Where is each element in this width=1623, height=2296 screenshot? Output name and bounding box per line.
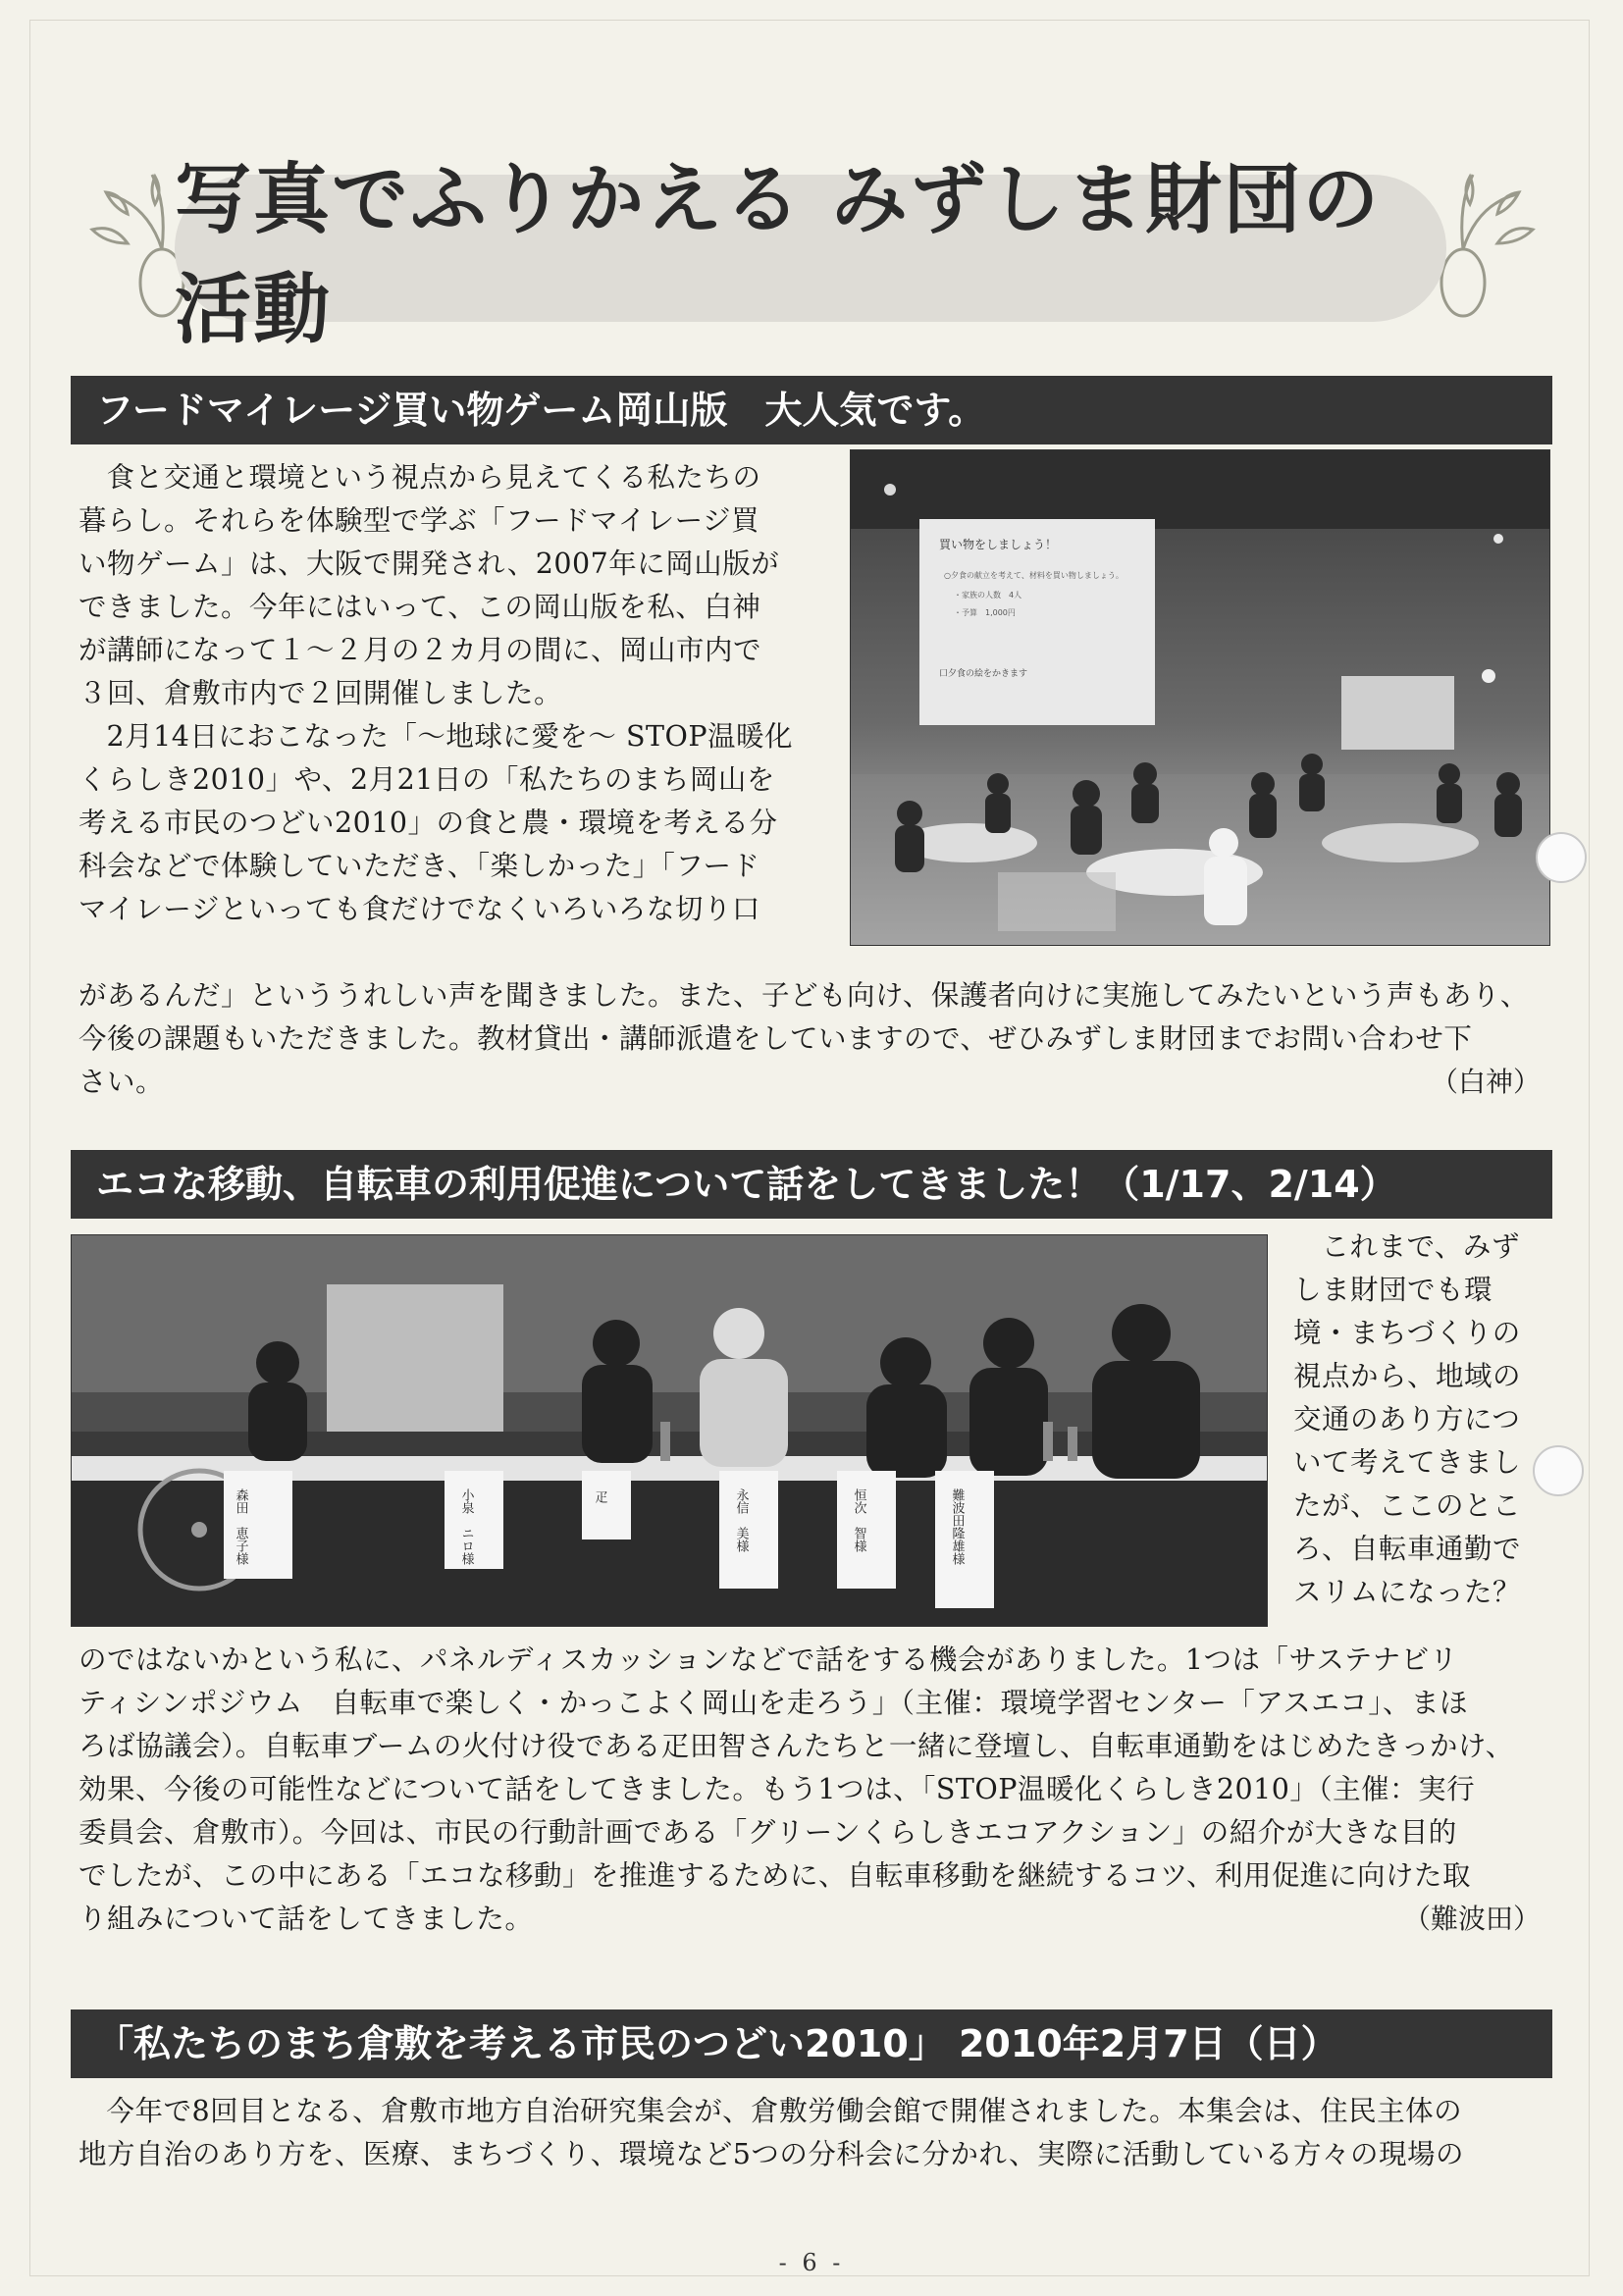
workshop-photo (850, 449, 1550, 946)
screen-line: 口夕食の絵をかきます (939, 669, 1028, 679)
masthead (175, 156, 1446, 354)
text-line: 今年で8回目となる、倉敷市地方自治研究集会が、倉敷労働会館で開催されました。本集会は、住民主体の (106, 2095, 1463, 2127)
text-line: くらしき2010」や、2月21日の「私たちのまち岡山を (79, 763, 775, 796)
text-line: があるんだ」といううれしい声を聞きました。また、子ども向け、保護者向けに実施してみたいという声もあり、 (79, 979, 1529, 1012)
screen-line: ・家族の人数 4人 (954, 591, 1022, 600)
text-line: でしたが、この中にある「エコな移動」を推進するために、自転車移動を継続するコツ、利用促進に向けた取 (79, 1859, 1472, 1892)
text-line: これまで、みず (1321, 1230, 1520, 1263)
section-1-full-text (79, 974, 1550, 1104)
text-line: できました。今年にはいって、この岡山版を私、白神 (79, 591, 761, 623)
nameplate: 永信 美様 (733, 1488, 749, 1552)
screen-title: 買い物をしましょう！ (939, 538, 1058, 551)
text-line: 暮らし。それらを体験型で学ぶ「フードマイレージ買 (79, 504, 760, 537)
author-credit: （難波田） (1402, 1903, 1541, 1935)
text-line: マイレージといっても食だけでなくいろいろな切り口 (79, 893, 760, 925)
nameplate: 恒次 智様 (851, 1488, 866, 1552)
text-line: いて考えてきまし (1293, 1446, 1522, 1479)
text-line: い物ゲーム」は、大阪で開発され、2007年に岡山版が (79, 548, 780, 580)
text-line: たが、ここのとこ (1293, 1489, 1522, 1522)
text-line: ろ、自転車通勤で (1293, 1533, 1522, 1565)
text-line: 地方自治のあり方を、医療、まちづくり、環境など5つの分科会に分かれ、実際に活動している方々の現場の (79, 2138, 1465, 2170)
section-2-full-text (79, 1639, 1550, 1941)
text-line: り組みについて話をしてきました。 (79, 1903, 534, 1935)
nameplate: 難波田隆雄様 (949, 1488, 965, 1565)
text-line: 考える市民のつどい2010」の食と農・環境を考える分 (79, 807, 778, 839)
binder-hole (1536, 832, 1587, 883)
text-line: 交通のあり方につ (1293, 1403, 1521, 1435)
text-line: 効果、今後の可能性などについて話をしてきました。もう1つは、「STOP温暖化くらしき2010」（主催：実行 (79, 1773, 1476, 1805)
text-line: 境・まちづくりの (1293, 1317, 1521, 1349)
text-line: ろば協議会）。自転車ブームの火付け役である疋田智さんたちと一緒に登壇し、自転車通勤をはじめたきっかけ、 (79, 1730, 1514, 1762)
nameplate: 小泉 ニロ様 (458, 1488, 474, 1565)
screen-line: ・予算 1,000円 (954, 608, 1016, 617)
author-credit: （白神） (1430, 1066, 1541, 1098)
page-number: - 6 - (778, 2249, 845, 2276)
nameplate: 疋 (592, 1490, 607, 1503)
text-line: のではないかという私に、パネルディスカッションなどで話をする機会がありました。1つは「サステナビリ (79, 1644, 1458, 1676)
section-heading-citizens-meeting: 「私たちのまち倉敷を考える市民のつどい2010」 2010年2月7日（日） (71, 2009, 1552, 2078)
nameplate: 森田 恵子様 (233, 1488, 248, 1565)
text-line: スリムになった？ (1293, 1576, 1522, 1608)
text-line: が講師になって１～２月の２カ月の間に、岡山市内で (79, 634, 762, 666)
panel-discussion-photo (71, 1234, 1268, 1627)
text-line: ３回、倉敷市内で２回開催しました。 (79, 677, 563, 709)
text-line: 科会などで体験していただき、「楽しかった」「フード (79, 850, 760, 882)
screen-line: ○夕食の献立を考えて、材料を買い物しましょう。 (944, 571, 1124, 580)
section-heading-food-mileage: フードマイレージ買い物ゲーム岡山版 大人気です。 (71, 376, 1552, 444)
section-1-column-text (79, 456, 824, 931)
page-title: 写真でふりかえる みずしま財団の活動 (175, 156, 1382, 354)
text-line: 食と交通と環境という視点から見えてくる私たちの (106, 461, 761, 494)
text-line: 視点から、地域の (1293, 1360, 1522, 1392)
section-2-column-text (1293, 1226, 1558, 1614)
text-line: ティシンポジウム 自転車で楽しく・かっこよく岡山を走ろう」（主催：環境学習センター「アスエコ」、まほ (79, 1687, 1468, 1719)
text-line: 2月14日におこなった「～地球に愛を～ STOP温暖化 (106, 720, 794, 753)
section-3-text (79, 2090, 1550, 2176)
binder-hole (1533, 1445, 1584, 1496)
text-line: 委員会、倉敷市）。今回は、市民の行動計画である「グリーンくらしきエコアクション」の紹介が大きな目的 (79, 1816, 1457, 1849)
text-line: しま財団でも環 (1293, 1274, 1493, 1306)
text-line: さい。 (79, 1066, 165, 1098)
text-line: 今後の課題もいただきました。教材貸出・講師派遣をしていますので、ぜひみずしま財団までお問い合わせ下 (79, 1022, 1473, 1055)
section-heading-bicycle: エコな移動、自転車の利用促進について話をしてきました！（1/17、2/14） (71, 1150, 1552, 1219)
